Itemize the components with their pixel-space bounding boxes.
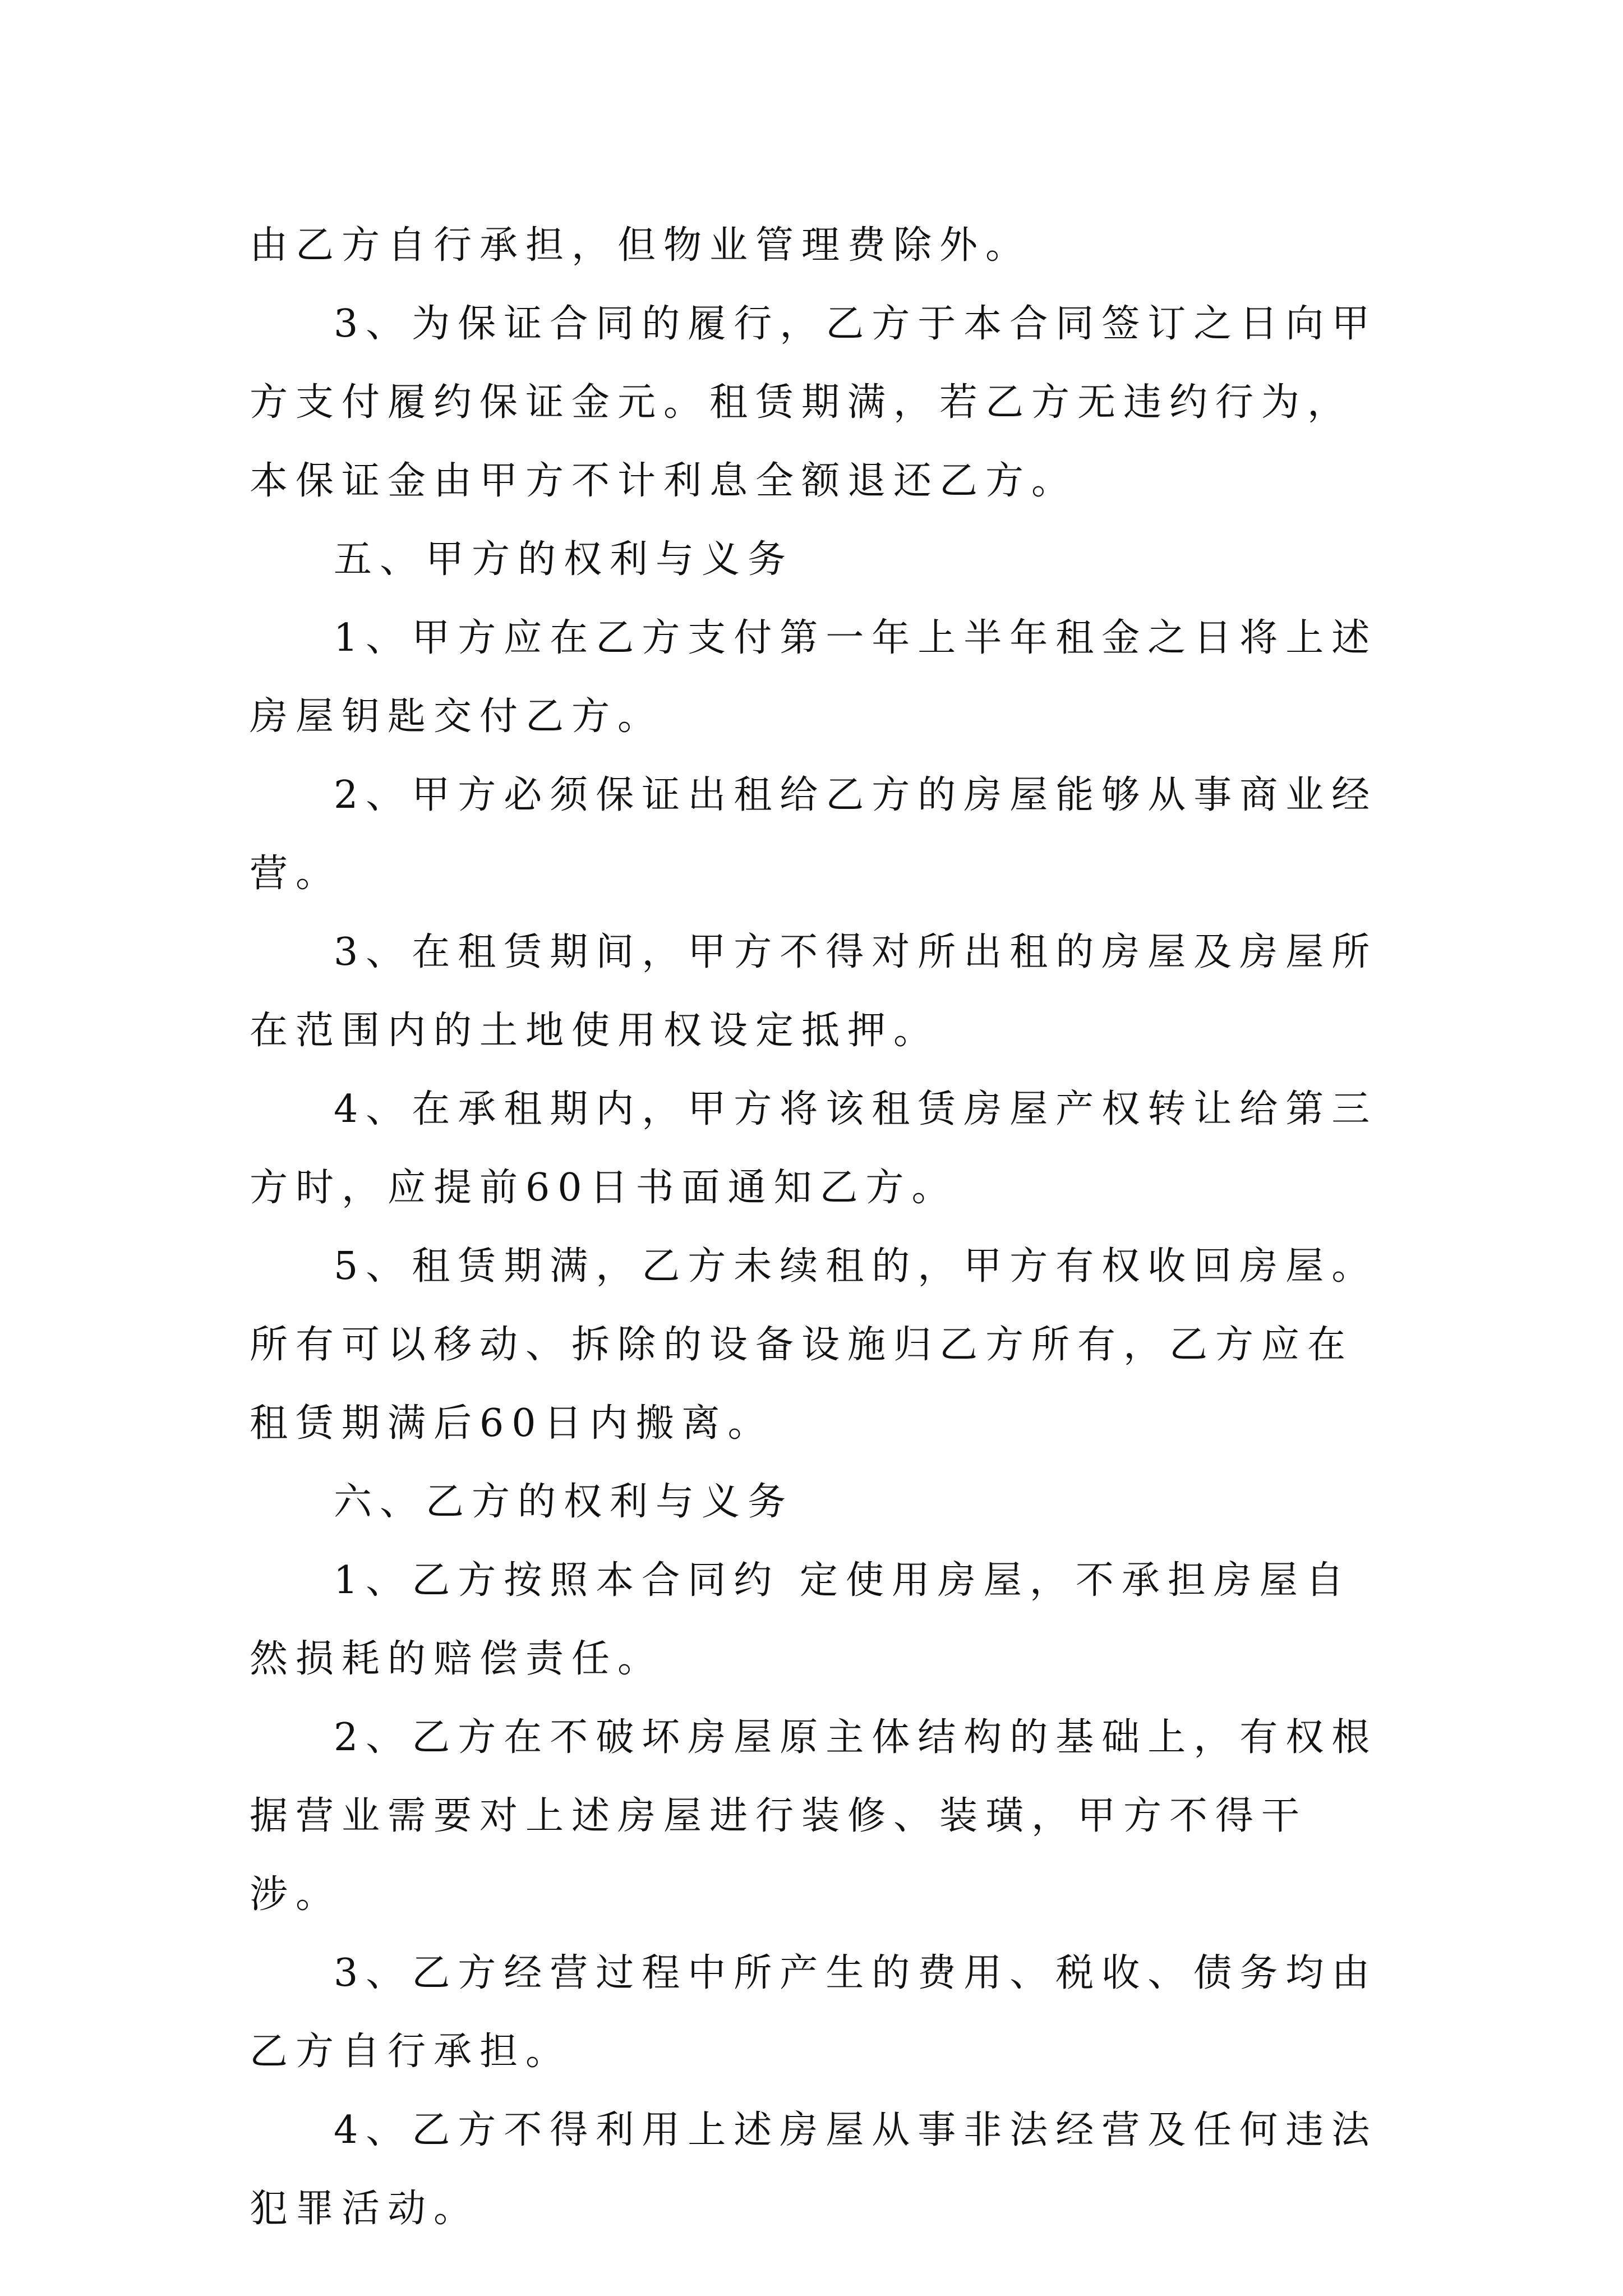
clause-5-3: 3、在租赁期间，甲方不得对所出租的房屋及房屋所在范围内的土地使用权设定抵押。: [250, 930, 1378, 1053]
clause-5-5: 5、租赁期满，乙方未续租的，甲方有权收回房屋。所有可以移动、拆除的设备设施归乙方所有，乙方应在租赁期满后60日内搬离。: [250, 1244, 1378, 1446]
clause-4-3: 3、为保证合同的履行，乙方于本合同签订之日向甲方支付履约保证金元。租赁期满，若乙方无违约行为，本保证金由甲方不计利息全额退还乙方。: [250, 302, 1378, 503]
section-5-heading: 五、甲方的权利与义务: [334, 537, 794, 582]
clause-5-1: 1、甲方应在乙方支付第一年上半年租金之日将上述房屋钥匙交付乙方。: [250, 616, 1378, 739]
document-body: [250, 206, 1394, 2248]
section-6-heading: 六、乙方的权利与义务: [334, 1480, 794, 1524]
clause-6-1: 1、乙方按照本合同约 定使用房屋，不承担房屋自然损耗的赔偿责任。: [250, 1558, 1352, 1681]
clause-6-2: 2、乙方在不破坏房屋原主体结构的基础上，有权根据营业需要对上述房屋进行装修、装璜，甲方不得干涉。: [250, 1715, 1378, 1917]
clause-6-3: 3、乙方经营过程中所产生的费用、税收、债务均由乙方自行承担。: [250, 1951, 1378, 2074]
clause-5-2: 2、甲方必须保证出租给乙方的房屋能够从事商业经营。: [250, 773, 1378, 896]
clause-6-4: 4、乙方不得利用上述房屋从事非法经营及任何违法犯罪活动。: [250, 2108, 1378, 2231]
clause-5-4: 4、在承租期内，甲方将该租赁房屋产权转让给第三方时，应提前60日书面通知乙方。: [250, 1087, 1378, 1210]
paragraph-continuation: 由乙方自行承担，但物业管理费除外。: [250, 223, 1032, 268]
